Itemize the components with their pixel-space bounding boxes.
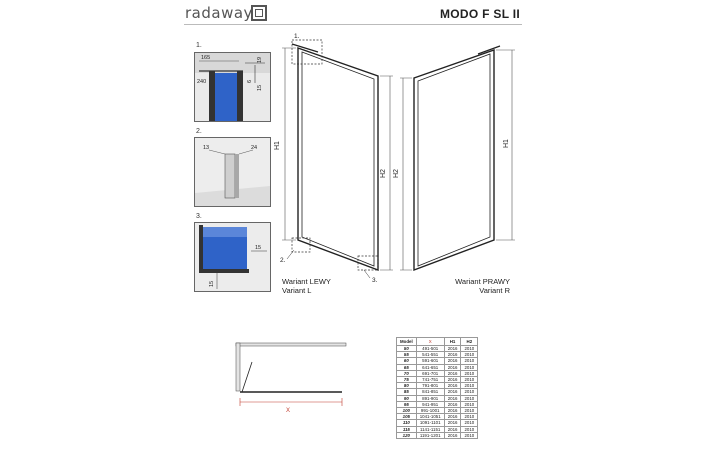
cell-x: 991-1001 [416,408,444,414]
cell-h2: 2010 [461,389,478,395]
cell-x: 541-551 [416,352,444,358]
detail-1-dim-b: 19 [257,56,263,63]
variant-right-label [446,277,510,295]
cell-x: 641-651 [416,364,444,370]
left-h1-label: H1 [274,141,281,150]
cell-h1: 2016 [444,426,461,432]
cell-x: 841-851 [416,389,444,395]
left-h2-label: H2 [380,169,387,178]
cell-model: 80 [397,383,417,389]
callout-2-label: 2. [280,257,286,264]
detail-1-dim-e: 15 [257,84,263,91]
brand-logo-text: radaway [185,4,253,22]
cell-model: 65 [397,364,417,370]
table-row [397,389,478,395]
cell-h2: 2010 [461,414,478,420]
variant-right-line2: Variant R [479,286,510,295]
col-header-h1: H1 [444,338,461,346]
table-row [397,395,478,401]
plan-side-wall [236,343,240,391]
cell-x: 741-751 [416,377,444,383]
table-row [397,352,478,358]
callout-1-label: 1. [294,33,300,40]
cell-h2: 2010 [461,395,478,401]
cell-model: 50 [397,346,417,352]
detail-1-dim-d: 6 [247,79,253,83]
cell-h2: 2010 [461,377,478,383]
cell-model: 55 [397,352,417,358]
cell-h1: 2016 [444,352,461,358]
cell-h1: 2016 [444,383,461,389]
cell-h2: 2010 [461,352,478,358]
col-header-model: Model [397,338,417,346]
model-title: MODO F SL II [440,7,521,21]
cell-x: 1091-1101 [416,420,444,426]
cell-h2: 2010 [461,364,478,370]
cell-x: 941-951 [416,401,444,407]
table-row [397,364,478,370]
cell-h2: 2010 [461,432,478,438]
cell-h2: 2010 [461,420,478,426]
cell-x: 1141-1151 [416,426,444,432]
detail-3-dim-a: 15 [255,245,262,251]
cell-h1: 2016 [444,389,461,395]
cell-model: 75 [397,377,417,383]
right-panel-inner-frame [418,54,490,266]
cell-h1: 2016 [444,401,461,407]
spec-table-wrapper [396,337,478,439]
cell-x: 791-801 [416,383,444,389]
right-h2-label: H2 [393,169,400,178]
cell-h1: 2016 [444,420,461,426]
cell-h1: 2016 [444,408,461,414]
detail-1-number: 1. [196,42,202,49]
cell-h1: 2016 [444,395,461,401]
cell-model: 60 [397,358,417,364]
cell-x: 491-501 [416,346,444,352]
cell-model: 95 [397,401,417,407]
cell-h2: 2010 [461,383,478,389]
col-header-x: X [416,338,444,346]
detail-3-dim-b: 15 [209,280,215,287]
table-row [397,420,478,426]
plan-x-label: X [286,408,291,414]
cell-h1: 2016 [444,358,461,364]
cell-x: 1041-1051 [416,414,444,420]
variant-left-line1: Wariant LEWY [282,277,331,286]
left-panel-outer-frame [298,48,378,270]
col-header-h2: H2 [461,338,478,346]
cell-model: 100 [397,408,417,414]
table-row [397,377,478,383]
variant-right-line1: Wariant PRAWY [455,277,510,286]
table-row [397,346,478,352]
plan-top-wall [236,343,346,346]
table-row [397,432,478,438]
cell-model: 70 [397,370,417,376]
cell-model: 105 [397,414,417,420]
cell-h1: 2016 [444,346,461,352]
table-row [397,414,478,420]
cell-x: 891-901 [416,395,444,401]
cell-model: 85 [397,389,417,395]
spec-table [396,337,478,439]
cell-model: 115 [397,426,417,432]
cell-h1: 2016 [444,364,461,370]
cell-h2: 2010 [461,370,478,376]
table-row [397,383,478,389]
cell-model: 120 [397,432,417,438]
detail-1-dim-c: 240 [197,79,207,85]
cell-h1: 2016 [444,414,461,420]
spec-table-header-row [397,338,478,346]
table-row [397,370,478,376]
detail-2-number: 2. [196,128,202,135]
cell-h2: 2010 [461,408,478,414]
cell-h2: 2010 [461,346,478,352]
cell-h2: 2010 [461,401,478,407]
variant-left-label [282,277,331,295]
left-panel-inner-frame [302,52,374,266]
cell-model: 110 [397,420,417,426]
cell-h2: 2010 [461,358,478,364]
callout-3-label: 3. [372,277,378,284]
table-row [397,408,478,414]
table-row [397,358,478,364]
cell-h1: 2016 [444,432,461,438]
right-h1-label: H1 [503,139,510,148]
plan-support-arm [242,362,252,392]
detail-1-dim-a: 165 [201,55,211,61]
cell-h1: 2016 [444,370,461,376]
cell-h1: 2016 [444,377,461,383]
detail-3-number: 3. [196,213,202,220]
detail-2-dim-a: 13 [203,145,210,151]
right-panel-outer-frame [414,50,494,270]
cell-x: 591-601 [416,358,444,364]
table-row [397,401,478,407]
cell-x: 1191-1201 [416,432,444,438]
table-row [397,426,478,432]
detail-2-dim-b: 24 [251,145,258,151]
cell-x: 691-701 [416,370,444,376]
cell-model: 90 [397,395,417,401]
variant-left-line2: Variant L [282,286,312,295]
cell-h2: 2010 [461,426,478,432]
